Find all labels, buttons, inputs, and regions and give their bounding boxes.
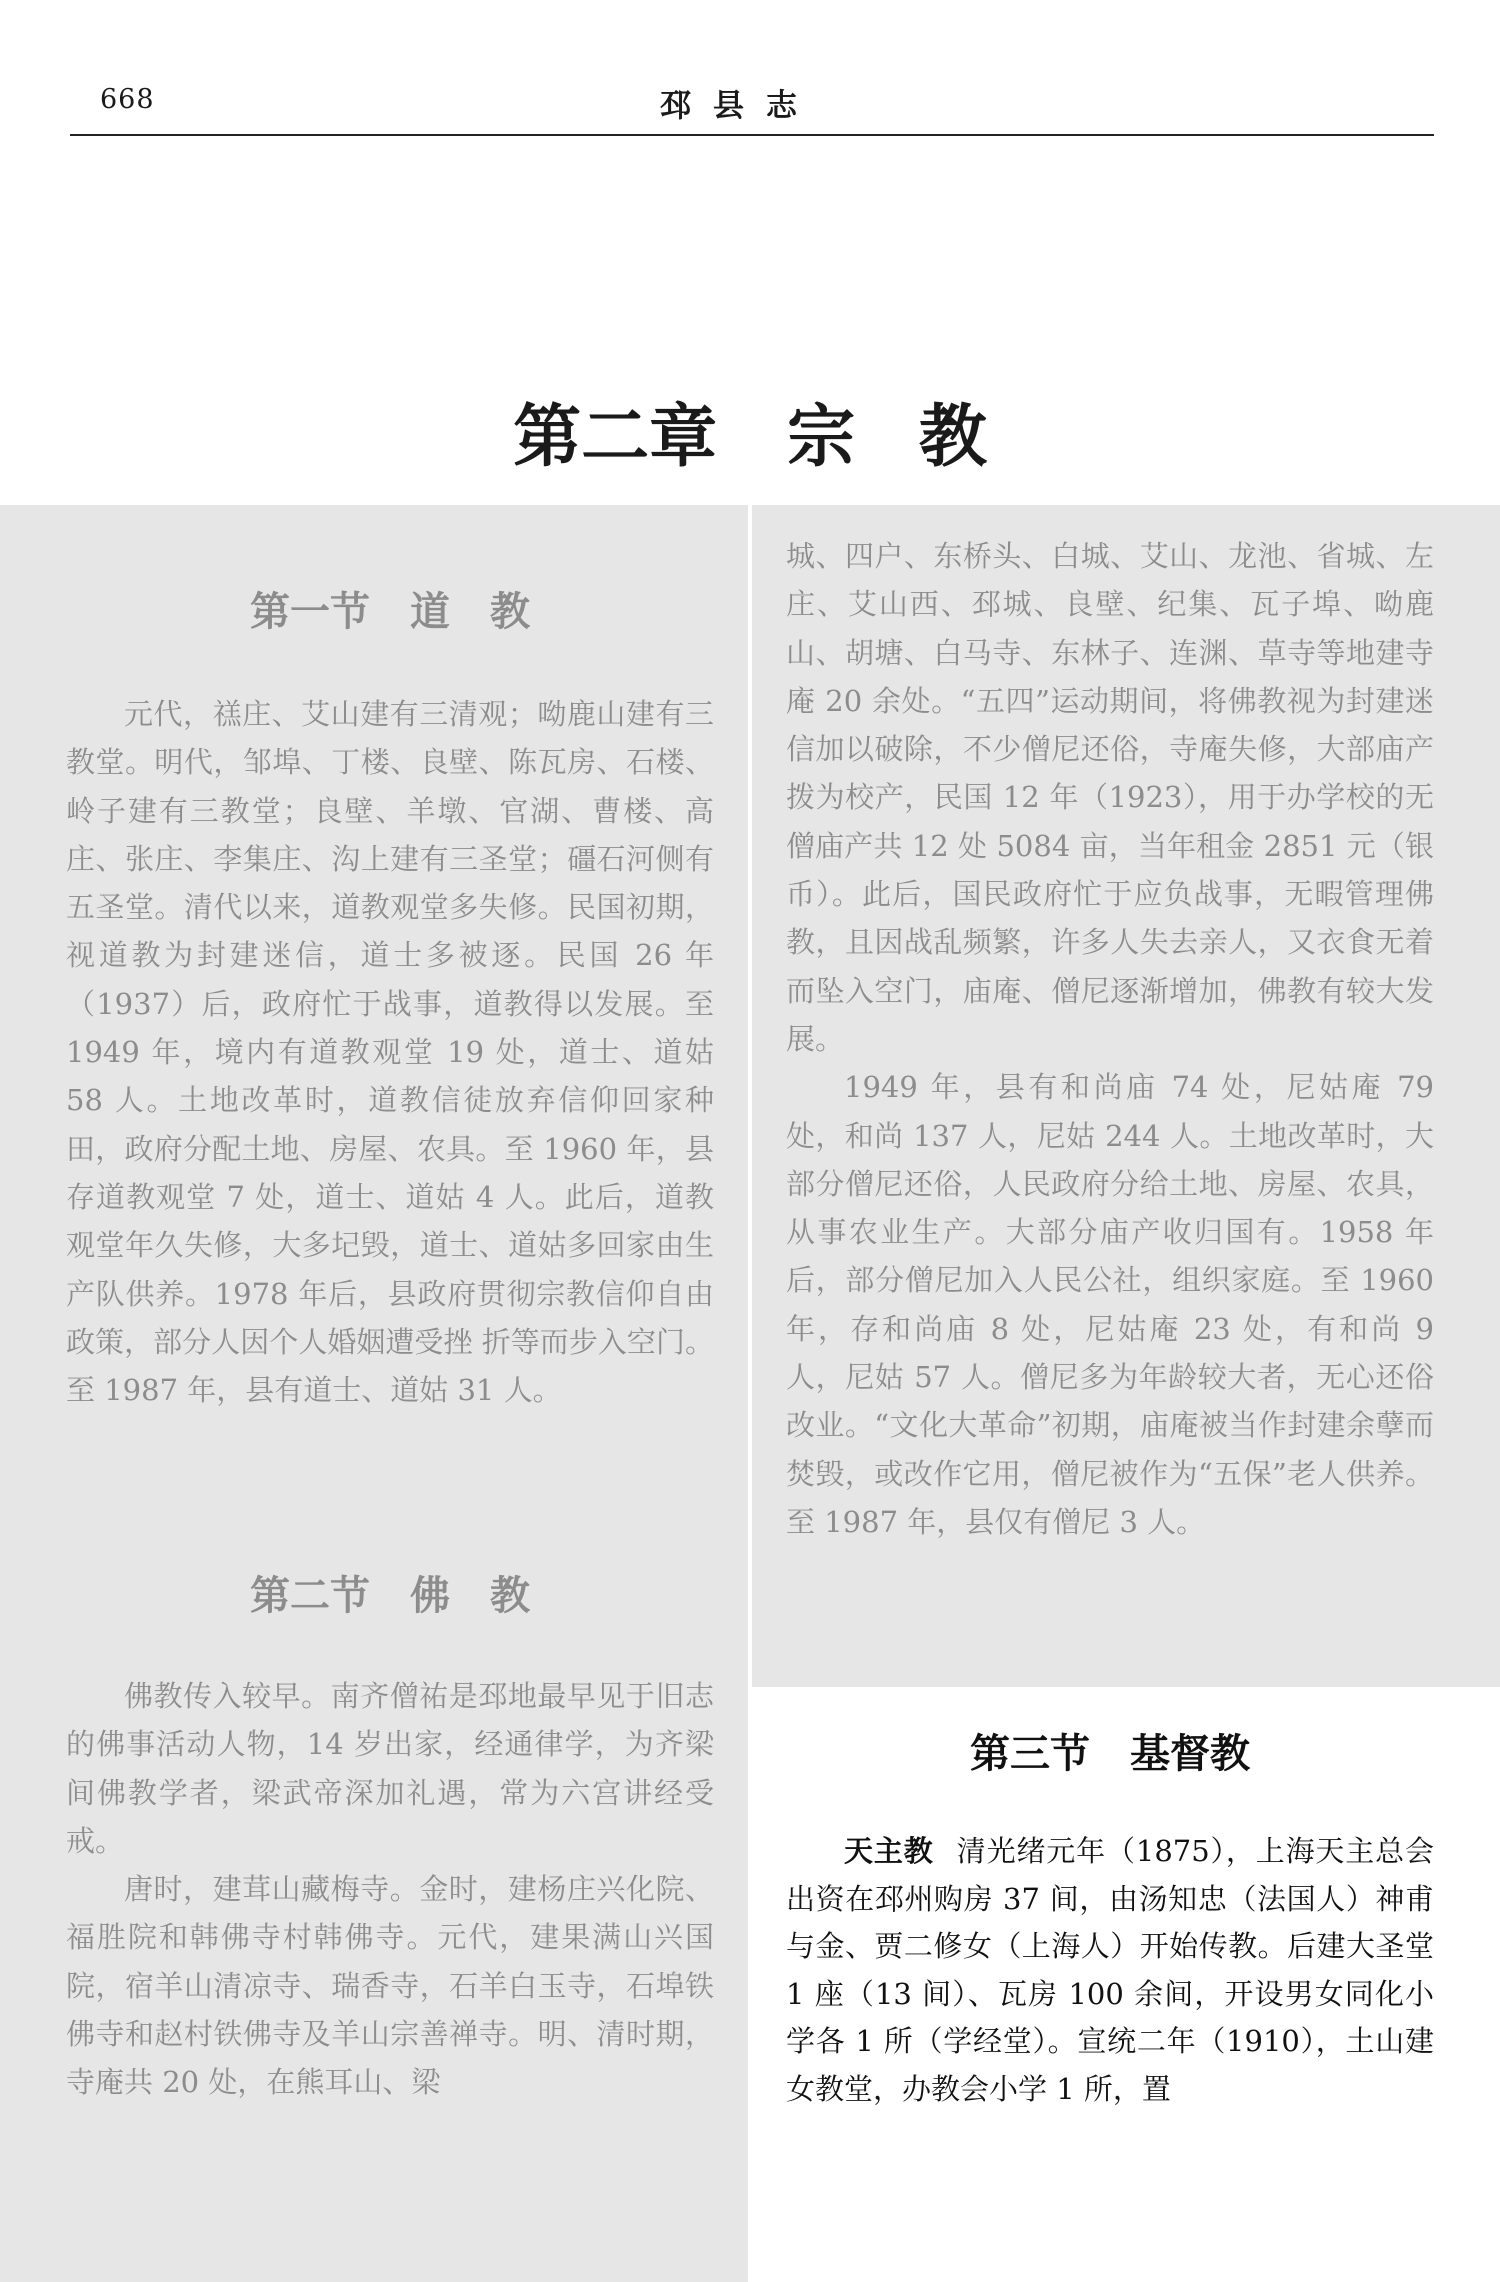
section2-title: 第二节 佛 教 <box>250 1573 530 1619</box>
catholic-paragraph-text: 清光绪元年（1875），上海天主总会出资在邳州购房 37 间，由汤知忠（法国人）神甫与金、贾二修女（上海人）开始传教。后建大圣堂 1 座（13 间）、瓦房 100 余间，开设男女同化小学各 1 所（学经堂）。宣统二年（1910），土山建女教堂，办教会小学 1 所，置 <box>786 1834 1434 2106</box>
section2-continued-body <box>786 532 1434 1546</box>
section2-paragraph: 佛教传入较早。南齐僧祐是邳地最早见于旧志的佛事活动人物，14 岁出家，经通律学，为齐梁间佛教学者，梁武帝深加礼遇，常为六宫讲经受戒。 <box>66 1679 714 1858</box>
section3-body <box>786 1828 1434 2113</box>
chapter-name: 宗 教 <box>787 398 987 477</box>
section2-continued-paragraph: 1949 年，县有和尚庙 74 处，尼姑庵 79 处，和尚 137 人，尼姑 244 人。土地改革时，大部分僧尼还俗，人民政府分给土地、房屋、农具，从事农业生产。大部分庙产收归国有。1958 年后，部分僧尼加入人民公社，组织家庭。至 1960 年，存和尚庙 8 处，尼姑庵 23 处，有和尚 9 人，尼姑 57 人。僧尼多为年龄较大者，无心还俗改业。“文化大革命”初期，庙庵被当作封建余孽而焚毁，或改作它用，僧尼被作为“五保”老人供养。至 1987 年，县仅有僧尼 3 人。 <box>786 1070 1434 1539</box>
page-number: 668 <box>100 84 155 115</box>
section3-title: 第三节 基督教 <box>970 1731 1250 1777</box>
catholic-lead-term: 天主教 <box>844 1834 934 1868</box>
section3-paragraph <box>786 1828 1434 2113</box>
section1-paragraph: 元代，禚庄、艾山建有三清观；呦鹿山建有三教堂。明代，邹埠、丁楼、良壁、陈瓦房、石楼、岭子建有三教堂；良壁、羊墩、官湖、曹楼、高庄、张庄、李集庄、沟上建有三圣堂；礓石河侧有五圣堂。清代以来，道教观堂多失修。民国初期，视道教为封建迷信，道士多被逐。民国 26 年（1937）后，政府忙于战事，道教得以发展。至 1949 年，境内有道教观堂 19 处，道士、道姑 58 人。土地改革时，道教信徒放弃信仰回家种田，政府分配土地、房屋、农具。至 1960 年，县存道教观堂 7 处，道士、道姑 4 人。此后，道教观堂年久失修，大多圮毁，道士、道姑多回家由生产队供养。1978 年后，县政府贯彻宗教信仰自由政策，部分人因个人婚姻遭受挫 折等而步入空门。至 1987 年，县有道士、道姑 31 人。 <box>66 697 714 1408</box>
section1-body <box>66 690 714 1414</box>
chapter-number: 第二章 <box>513 398 718 477</box>
section2-continued-paragraph: 城、四户、东桥头、白城、艾山、龙池、省城、左庄、艾山西、邳城、良壁、纪集、瓦子埠、呦鹿山、胡塘、白马寺、东林子、连渊、草寺等地建寺庵 20 余处。“五四”运动期间，将佛教视为封建迷信加以破除，不少僧尼还俗，寺庵失修，大部庙产拨为校产，民国 12 年（1923），用于办学校的无僧庙产共 12 处 5084 亩，当年租金 2851 元（银币）。此后，国民政府忙于应负战事，无暇管理佛教，且因战乱频繁，许多人失去亲人，又衣食无着而坠入空门，庙庵、僧尼逐渐增加，佛教有较大发展。 <box>786 539 1434 1056</box>
section2-paragraph: 唐时，建茸山藏梅寺。金时，建杨庄兴化院、福胜院和韩佛寺村韩佛寺。元代，建果满山兴国院，宿羊山清凉寺、瑞香寺，石羊白玉寺，石埠铁佛寺和赵村铁佛寺及羊山宗善禅寺。明、清时期，寺庵共 20 处，在熊耳山、梁 <box>66 1872 714 2100</box>
header-rule <box>70 134 1434 136</box>
chapter-title <box>0 383 1500 480</box>
running-head: 邳县志 <box>660 88 819 124</box>
section1-title: 第一节 道 教 <box>250 589 530 635</box>
section2-body <box>66 1672 714 2107</box>
